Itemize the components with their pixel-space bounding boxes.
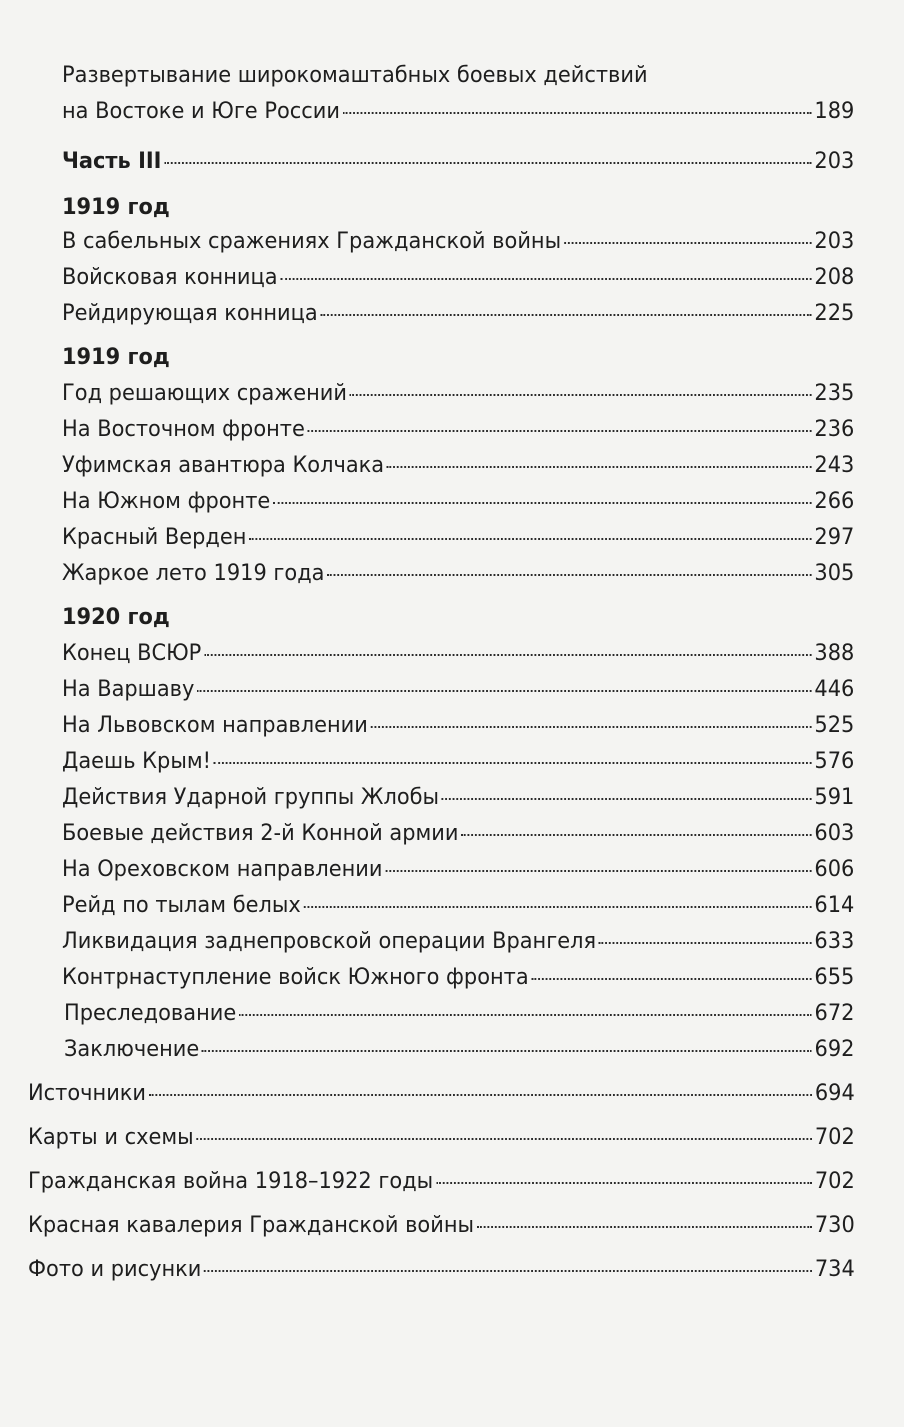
toc-entry-title: Рейд по тылам белых <box>62 892 301 918</box>
toc-entry-title: Карты и схемы <box>28 1124 194 1150</box>
dot-leader <box>343 112 812 114</box>
dot-leader <box>320 314 811 316</box>
toc-year-heading: 1920 год <box>62 604 170 630</box>
toc-page-number: 446 <box>814 676 855 702</box>
dot-leader <box>149 1094 812 1096</box>
toc-page-number: 189 <box>814 98 855 124</box>
toc-entry[interactable] <box>62 450 854 480</box>
toc-entry[interactable] <box>62 926 854 956</box>
dot-leader <box>196 1138 812 1140</box>
toc-entry[interactable] <box>62 638 854 668</box>
toc-entry-title: Фото и рисунки <box>28 1256 202 1282</box>
dot-leader <box>197 690 811 692</box>
toc-entry-title: Источники <box>28 1080 147 1106</box>
toc-entry[interactable] <box>62 262 854 292</box>
toc-entry-title: Год решающих сражений <box>62 380 347 406</box>
toc-entry-title: Красный Верден <box>62 524 247 550</box>
toc-page-number: 692 <box>814 1036 855 1062</box>
dot-leader <box>249 538 811 540</box>
toc-entry[interactable] <box>62 486 854 516</box>
toc-year-heading: 1919 год <box>62 344 170 370</box>
toc-page-number: 672 <box>814 1000 855 1026</box>
toc-entry-title: На Львовском направлении <box>62 712 368 738</box>
toc-page-number: 236 <box>814 416 855 442</box>
toc-entry-title: Красная кавалерия Гражданской войны <box>28 1212 475 1238</box>
toc-page-number: 655 <box>814 964 855 990</box>
toc-page-number: 591 <box>814 784 855 810</box>
dot-leader <box>564 242 812 244</box>
toc-entry[interactable] <box>62 890 854 920</box>
dot-leader <box>204 1270 812 1272</box>
toc-entry[interactable] <box>28 1166 855 1196</box>
dot-leader <box>599 942 812 944</box>
dot-leader <box>385 870 811 872</box>
dot-leader <box>371 726 812 728</box>
toc-page-number: 305 <box>814 560 855 586</box>
toc-entry[interactable] <box>62 522 854 552</box>
toc-entry-line: Развертывание широкомаштабных боевых действий <box>62 62 648 88</box>
toc-entry-title: Конец ВСЮР <box>62 640 202 666</box>
dot-leader <box>308 430 812 432</box>
toc-page-number: 243 <box>814 452 855 478</box>
toc-entry[interactable] <box>62 378 854 408</box>
toc-page-number: 235 <box>814 380 855 406</box>
toc-entry[interactable] <box>62 674 854 704</box>
toc-entry-title: В сабельных сражениях Гражданской войны <box>62 228 562 254</box>
dot-leader <box>350 394 812 396</box>
toc-entry[interactable] <box>64 998 855 1028</box>
toc-entry[interactable] <box>62 226 854 256</box>
toc-entry-title: Заключение <box>64 1036 200 1062</box>
dot-leader <box>436 1182 812 1184</box>
toc-entry[interactable] <box>28 1122 855 1152</box>
toc-entry-title: Рейдирующая конница <box>62 300 318 326</box>
dot-leader <box>239 1014 812 1016</box>
toc-entry[interactable] <box>64 1034 855 1064</box>
toc-entry-title: На Восточном фронте <box>62 416 305 442</box>
toc-entry[interactable] <box>62 298 854 328</box>
toc-entry[interactable] <box>28 1078 855 1108</box>
toc-page-number: 603 <box>814 820 855 846</box>
toc-page-number: 525 <box>814 712 855 738</box>
dot-leader <box>442 798 812 800</box>
toc-entry[interactable] <box>62 746 854 776</box>
dot-leader <box>387 466 812 468</box>
toc-page-number: 606 <box>814 856 855 882</box>
dot-leader <box>164 162 811 164</box>
toc-page-number: 297 <box>814 524 855 550</box>
dot-leader <box>531 978 811 980</box>
toc-entry-title: Жаркое лето 1919 года <box>62 560 325 586</box>
toc-page-number: 614 <box>814 892 855 918</box>
toc-page-number: 633 <box>814 928 855 954</box>
toc-entry[interactable] <box>62 782 854 812</box>
toc-page-number: 266 <box>814 488 855 514</box>
toc-entry-title: Уфимская авантюра Колчака <box>62 452 385 478</box>
toc-page-number: 203 <box>814 228 855 254</box>
toc-entry-title: Боевые действия 2-й Конной армии <box>62 820 459 846</box>
toc-entry-title: Гражданская война 1918–1922 годы <box>28 1168 434 1194</box>
toc-entry-title: На Ореховском направлении <box>62 856 383 882</box>
toc-page-number: 702 <box>814 1124 855 1150</box>
dot-leader <box>204 654 812 656</box>
toc-page-number: 694 <box>814 1080 855 1106</box>
toc-entry[interactable] <box>62 710 854 740</box>
toc-entry[interactable] <box>62 962 854 992</box>
toc-entry[interactable] <box>62 414 854 444</box>
toc-entry[interactable] <box>62 558 854 588</box>
toc-entry-title: На Варшаву <box>62 676 195 702</box>
toc-page-number: 225 <box>814 300 855 326</box>
toc-part-title: Часть III <box>62 148 162 174</box>
dot-leader <box>214 762 812 764</box>
dot-leader <box>273 502 812 504</box>
toc-page-number: 388 <box>814 640 855 666</box>
toc-entry-title: на Востоке и Юге России <box>62 98 340 124</box>
toc-page-number: 208 <box>814 264 855 290</box>
dot-leader <box>461 834 811 836</box>
dot-leader <box>477 1226 812 1228</box>
toc-page-number: 203 <box>814 148 855 174</box>
toc-entry-title: Ликвидация заднепровской операции Врангеля <box>62 928 597 954</box>
toc-entry-title: Войсковая конница <box>62 264 278 290</box>
toc-page-number: 702 <box>814 1168 855 1194</box>
toc-page-number: 576 <box>814 748 855 774</box>
toc-entry[interactable] <box>28 1254 855 1284</box>
toc-entry-title: Контрнаступление войск Южного фронта <box>62 964 529 990</box>
toc-entry-title: Преследование <box>64 1000 237 1026</box>
dot-leader <box>280 278 811 280</box>
toc-entry-title: Даешь Крым! <box>62 748 212 774</box>
toc-entry[interactable] <box>62 854 854 884</box>
toc-part-entry[interactable] <box>62 146 854 176</box>
toc-page-number: 730 <box>814 1212 855 1238</box>
toc-entry-title: Действия Ударной группы Жлобы <box>62 784 440 810</box>
toc-page-number: 734 <box>814 1256 855 1282</box>
dot-leader <box>202 1050 812 1052</box>
dot-leader <box>304 906 812 908</box>
toc-entry-title: На Южном фронте <box>62 488 271 514</box>
toc-entry[interactable] <box>28 1210 855 1240</box>
dot-leader <box>327 574 811 576</box>
toc-entry[interactable] <box>62 96 854 126</box>
toc-year-heading: 1919 год <box>62 194 170 220</box>
toc-entry[interactable] <box>62 818 854 848</box>
